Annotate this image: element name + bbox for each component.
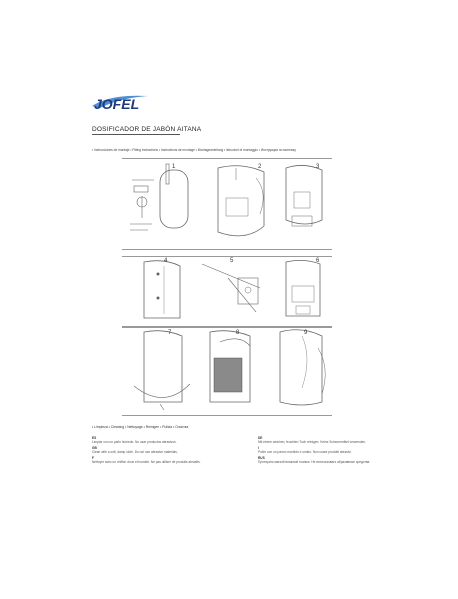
step-5-illustration: [198, 258, 266, 324]
lang-block-i: [258, 446, 408, 454]
lang-code: RUS: [258, 456, 265, 460]
step-number-9: 9: [304, 330, 308, 336]
step-number-7: 7: [168, 330, 172, 336]
lang-block-es: [92, 436, 242, 444]
step-8-illustration: [200, 328, 266, 412]
step-1-illustration: [126, 162, 196, 246]
lang-code: F: [92, 456, 94, 460]
step-number-8: 8: [236, 330, 240, 336]
step-7-illustration: [130, 328, 196, 412]
step-number-1: 1: [172, 164, 176, 170]
logo-text: JOFEL: [94, 96, 140, 112]
lang-text: Протирать мягкой влажной тканью. Не использовать абразивные средства.: [258, 460, 371, 465]
jofel-logo: [90, 92, 152, 112]
step-number-3: 3: [316, 164, 320, 170]
lang-text: Pulire con un panno morbido e umido. Non usare prodotti abrasivi.: [258, 450, 352, 455]
lang-block-rus: [258, 456, 408, 464]
step-3-illustration: [276, 162, 330, 246]
title-underline: [92, 134, 180, 135]
step-number-6: 6: [316, 258, 320, 264]
lang-code: ES: [92, 436, 97, 440]
document-title: DOSIFICADOR DE JABÓN AITANA: [92, 126, 202, 133]
lang-code: GB: [92, 446, 97, 450]
lang-block-f: [92, 456, 242, 464]
lang-code: DE: [258, 436, 263, 440]
lang-text: Clean with a soft, damp cloth. Do not use abrasive materials.: [92, 450, 178, 455]
lang-text: Limpiar con un paño húmedo. No usar productos abrasivos.: [92, 440, 177, 445]
lang-block-de: [258, 436, 408, 444]
lang-code: I: [258, 446, 259, 450]
assembly-steps-grid: [122, 152, 332, 414]
step-6-illustration: [276, 258, 330, 324]
lang-text: Mit einem weichen, feuchten Tuch reinigen. Keine Scheuermittel verwenden.: [258, 440, 367, 445]
instructions-languages-line: • Instrucciones de montaje • Fitting instructions • Instructions de montage • Montageanleitung • Istruzioni di montaggio • Инструкция по монтажу: [92, 148, 296, 152]
step-number-2: 2: [258, 164, 262, 170]
cleaning-languages-line: • Limpieza • Cleaning • Nettoyage • Reinigen • Pulizia • Очистка: [92, 425, 189, 429]
step-4-illustration: [130, 258, 194, 324]
lang-block-gb: [92, 446, 242, 454]
step-number-4: 4: [164, 258, 168, 264]
step-2-illustration: [206, 162, 272, 246]
lang-text: Nettoyer avec un chiffon doux et humide. Ne pas utiliser de produits abrasifs.: [92, 460, 201, 465]
step-9-illustration: [272, 328, 332, 412]
step-number-5: 5: [230, 258, 234, 264]
